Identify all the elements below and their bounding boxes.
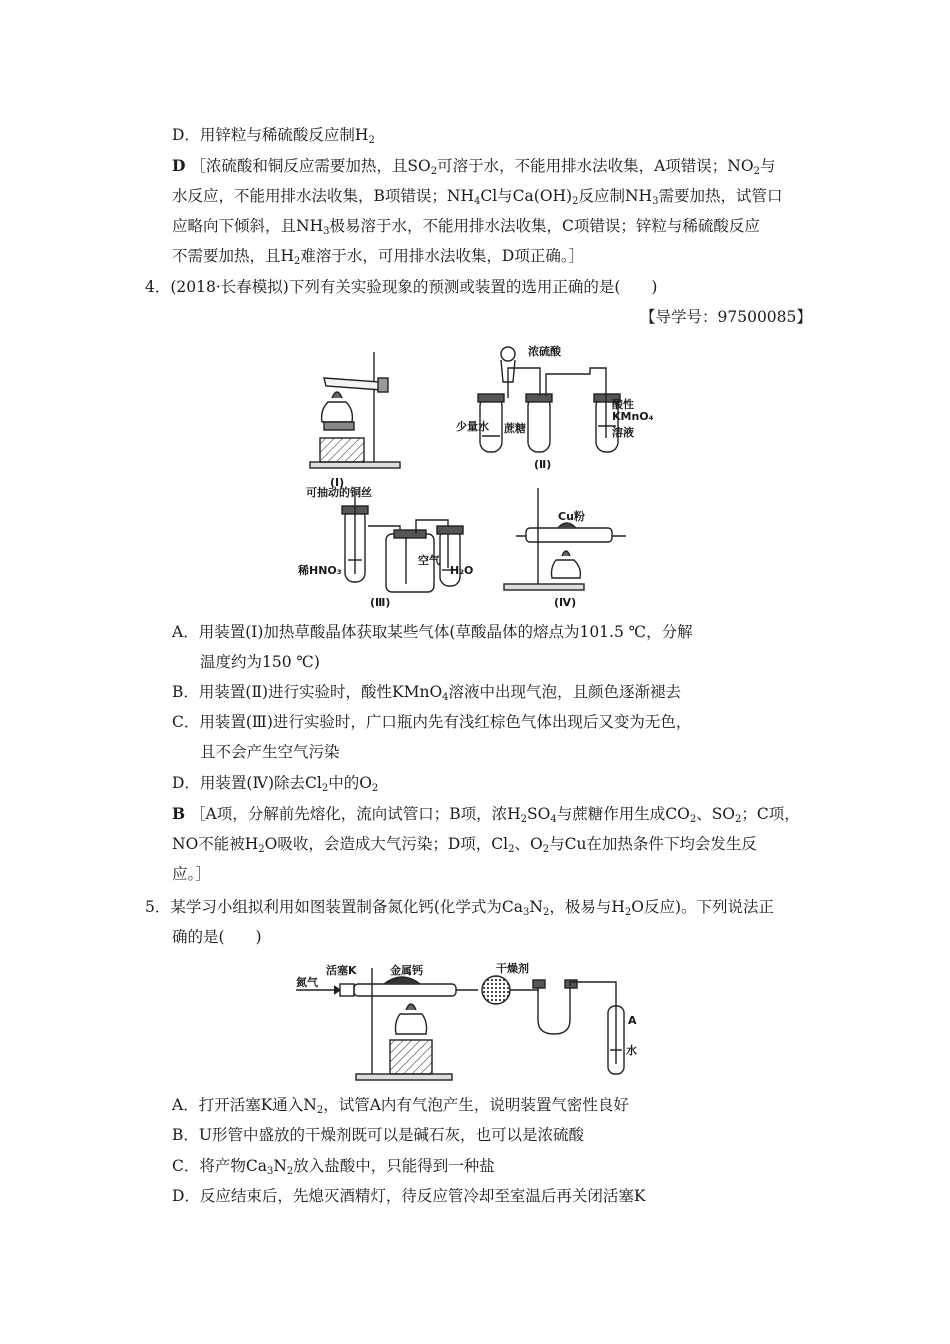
q4-stem: 4．(2018·长春模拟)下列有关实验现象的预测或装置的选用正确的是( ) — [145, 278, 658, 296]
q4-guide-number: 【导学号：97500085】 — [640, 308, 812, 326]
label-device-4: (Ⅳ) — [554, 596, 577, 609]
label-kmno4: KMnO₄ — [612, 410, 654, 423]
q3-option-d: D．用锌粒与稀硫酸反应制$H_2$ — [172, 126, 375, 146]
q3-explanation-line1: D ［浓硫酸和铜反应需要加热，且$SO_2$可溶于水，不能用排水法收集，A项错误；$NO_2$与 — [172, 156, 776, 177]
q4-option-d: D．用装置(Ⅳ)除去$Cl_2$中的$O_2$ — [172, 774, 379, 794]
label-nitrogen: 氮气 — [296, 976, 318, 989]
label-water: 水 — [626, 1044, 637, 1057]
q5-option-c: C．将产物$Ca_3N_2$放入盐酸中，只能得到一种盐 — [172, 1157, 495, 1177]
q4-apparatus-figure — [290, 338, 654, 610]
q4-option-c-line1: C．用装置(Ⅲ)进行实验时，广口瓶内先有浅红棕色气体出现后又变为无色， — [172, 713, 692, 731]
label-cu-powder: Cu粉 — [558, 510, 585, 523]
q5-option-a: A．打开活塞K通入$N_2$，试管A内有气泡产生，说明装置气密性良好 — [172, 1096, 629, 1116]
label-little-water: 少量水 — [456, 420, 489, 433]
q5-option-b: B．U形管中盛放的干燥剂既可以是碱石灰，也可以是浓硫酸 — [172, 1126, 584, 1144]
q3-explanation-line4: 不需要加热，且$H_2$难溶于水，可用排水法收集，D项正确。］ — [172, 247, 585, 267]
label-acidic: 酸性 — [612, 398, 634, 411]
label-desiccant: 干燥剂 — [496, 962, 529, 975]
label-air: 空气 — [418, 554, 440, 567]
label-solution: 溶液 — [612, 426, 634, 439]
q4-option-b: B．用装置(Ⅱ)进行实验时，酸性KMnO$_4$溶液中出现气泡，且颜色逐渐褪去 — [172, 683, 682, 703]
label-valve-k: 活塞K — [326, 964, 357, 977]
label-movable-cu: 可抽动的铜丝 — [306, 486, 372, 499]
label-metal-calcium: 金属钙 — [390, 964, 423, 977]
label-tube-a: A — [628, 1014, 637, 1027]
q5-option-d: D．反应结束后，先熄灭酒精灯，待反应管冷却至室温后再关闭活塞K — [172, 1187, 646, 1205]
q4-answer-letter: B — [172, 804, 186, 823]
q3-explanation-line2: 水反应，不能用排水法收集，B项错误；$NH_4Cl$与$Ca(OH)_2$反应制$NH_3$需要加热，试管口 — [172, 187, 783, 207]
q5-apparatus-figure — [290, 958, 660, 1088]
label-dilute-hno3: 稀HNO₃ — [298, 564, 342, 577]
q4-explanation-line1: B ［A项，分解前先熔化，流向试管口；B项，浓$H_2SO_4$与蔗糖作用生成$CO_2$、$SO_2$；C项， — [172, 804, 800, 825]
q3-answer-letter: D — [172, 156, 186, 175]
label-device-2: (Ⅱ) — [534, 458, 552, 471]
label-device-3: (Ⅲ) — [370, 596, 391, 609]
q5-stem-line2: 确的是( ) — [172, 928, 262, 946]
q3-explanation-line3: 应略向下倾斜，且$NH_3$极易溶于水，不能用排水法收集，C项错误；锌粒与稀硫酸反应 — [172, 217, 760, 237]
label-sucrose: 蔗糖 — [504, 422, 526, 435]
q4-explanation-line3: 应。］ — [172, 865, 211, 883]
label-h2o: H₂O — [450, 564, 474, 577]
label-conc-sulfuric: 浓硫酸 — [528, 345, 561, 358]
q4-explanation-line2: NO不能被$H_2O$吸收，会造成大气污染；D项，$Cl_2$、$O_2$与Cu在加热条件下均会发生反 — [172, 835, 757, 855]
q4-option-c-line2: 且不会产生空气污染 — [200, 743, 340, 761]
label-device-1: (Ⅰ) — [330, 476, 345, 489]
q4-option-a-line2: 温度约为150 ℃) — [200, 653, 320, 671]
q5-stem-line1: 5．某学习小组拟利用如图装置制备氮化钙(化学式为$Ca_3N_2$，极易与$H_2O$反应)。下列说法正 — [145, 898, 774, 918]
q4-option-a-line1: A．用装置(Ⅰ)加热草酸晶体获取某些气体(草酸晶体的熔点为101.5 ℃，分解 — [172, 623, 693, 641]
